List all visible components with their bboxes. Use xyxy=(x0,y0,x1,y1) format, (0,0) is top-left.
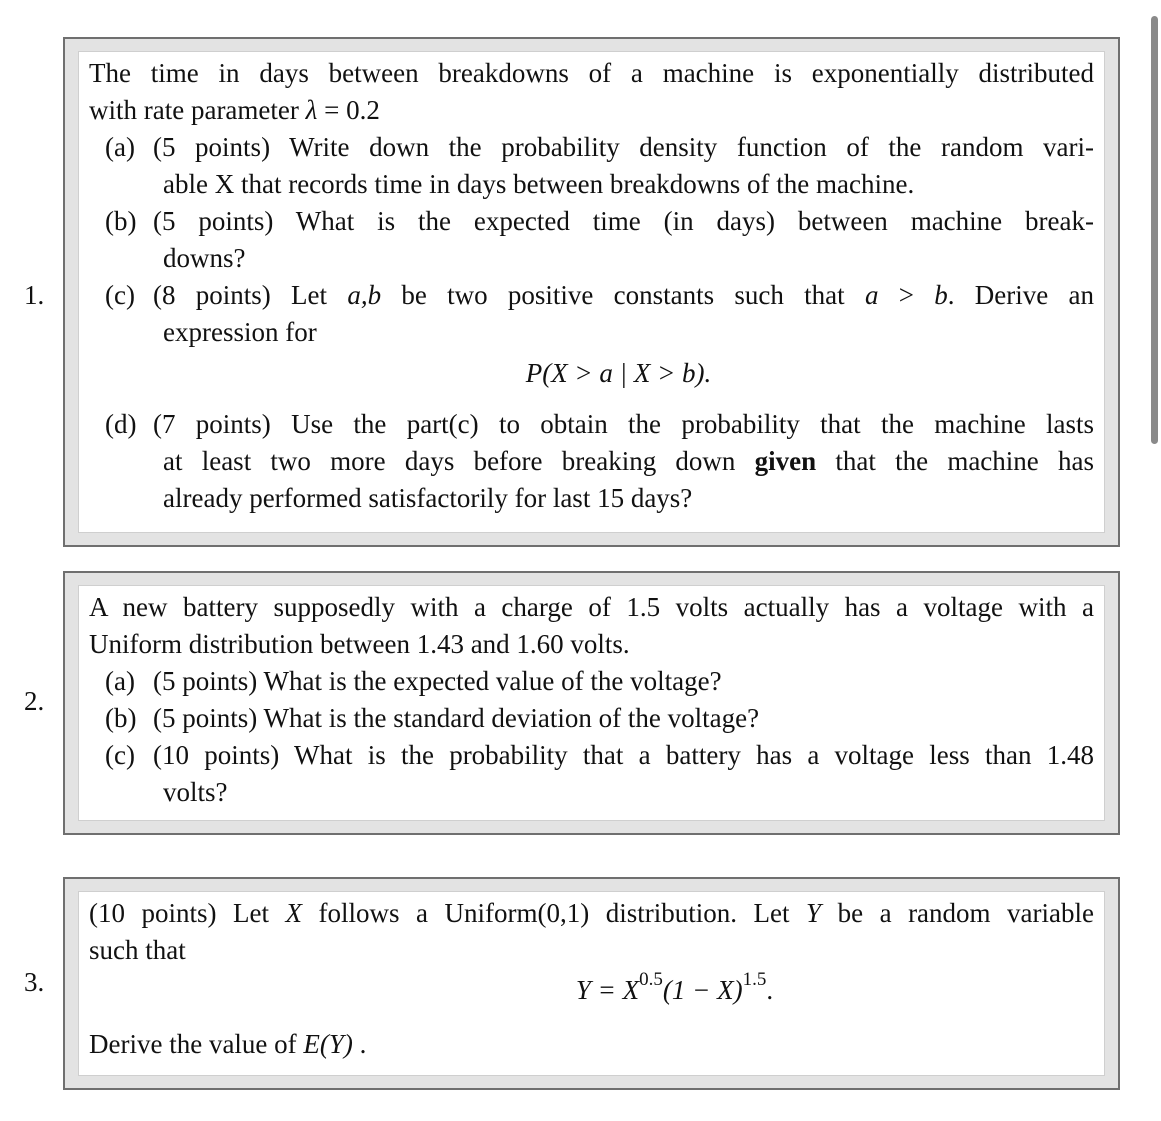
intro-line: such that xyxy=(89,935,186,965)
part-b-continuation: downs? xyxy=(163,243,246,273)
expectation-expression: E(Y) xyxy=(303,1029,353,1059)
emphasis-given: given xyxy=(754,446,817,476)
part-c-continuation: expression for xyxy=(163,317,317,347)
part-b: (b) (5 points) What is the expected time (in days) between machine break- xyxy=(105,206,1094,236)
problem-number: 3. xyxy=(24,967,45,997)
problem-frame xyxy=(63,571,1120,835)
part-b: (b) (5 points) What is the standard deviation of the voltage? xyxy=(105,703,760,733)
problem-content xyxy=(78,51,1105,533)
part-d-continuation: already performed satisfactorily for last 15 days? xyxy=(163,483,693,513)
intro-line: (10 points) Let X follows a Uniform(0,1) distribution. Let Y be a random variable xyxy=(89,898,1095,928)
conditional-probability-formula: P(X > a | X > b). xyxy=(525,358,712,388)
intro-line: The time in days between breakdowns of a machine is exponentially distributed xyxy=(89,58,1094,88)
part-a-continuation: able X that records time in days between breakdowns of the machine. xyxy=(163,169,915,199)
intro-line: with rate parameter λ = 0.2 xyxy=(89,95,380,125)
problem-number: 2. xyxy=(24,686,45,716)
problem-content xyxy=(78,891,1105,1076)
lambda-symbol: λ xyxy=(305,95,318,125)
intro-line: Uniform distribution between 1.43 and 1.60 volts. xyxy=(89,629,630,659)
part-d-continuation: at least two more days before breaking down given that the machine has xyxy=(163,446,1094,476)
problem-frame xyxy=(63,37,1120,547)
part-a: (a) (5 points) Write down the probability density function of the random vari- xyxy=(105,132,1094,162)
part-c: (c) (10 points) What is the probability that a battery has a voltage less than 1.48 xyxy=(105,740,1094,770)
transformation-formula: $Y = X^{0.5}(1 - X)^{1.5}$. xyxy=(575,969,774,1005)
part-c-continuation: volts? xyxy=(163,777,228,807)
intro-line: A new battery supposedly with a charge of 1.5 volts actually has a voltage with a xyxy=(89,592,1094,622)
vertical-scrollbar[interactable] xyxy=(1151,16,1158,444)
part-c: (c) (8 points) Let a,b be two positive constants such that a > b. Derive an xyxy=(105,280,1094,310)
part-d: (d) (7 points) Use the part(c) to obtain the probability that the machine lasts xyxy=(105,409,1094,439)
problem-number: 1. xyxy=(24,280,45,310)
part-a: (a) (5 points) What is the expected value of the voltage? xyxy=(105,666,722,696)
problem-frame xyxy=(63,877,1120,1090)
final-question: Derive the value of E(Y) . xyxy=(89,1029,367,1059)
problem-content xyxy=(78,585,1105,821)
